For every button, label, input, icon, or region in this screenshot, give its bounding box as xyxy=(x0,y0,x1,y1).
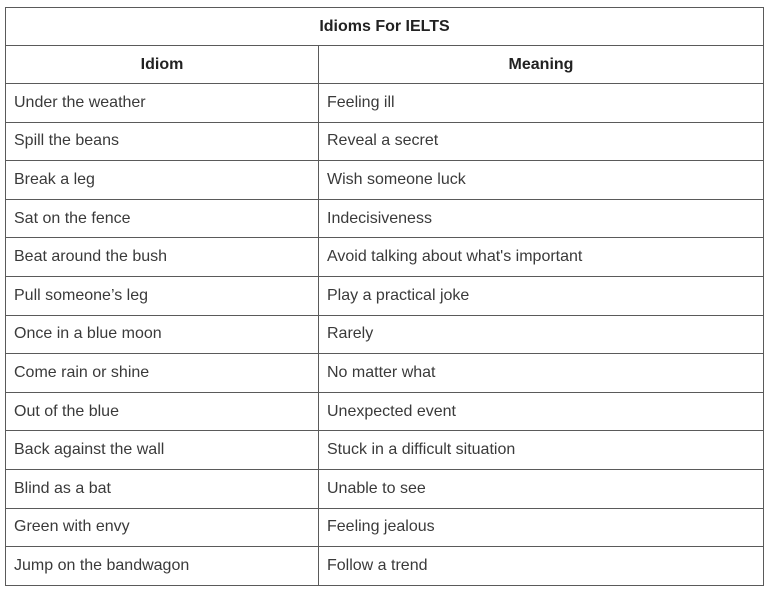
column-header-idiom: Idiom xyxy=(6,46,319,84)
idiom-cell: Back against the wall xyxy=(6,431,319,470)
idiom-cell: Jump on the bandwagon xyxy=(6,547,319,586)
column-header-meaning: Meaning xyxy=(319,46,764,84)
idiom-cell: Pull someone’s leg xyxy=(6,276,319,315)
meaning-cell: Wish someone luck xyxy=(319,161,764,200)
table-title: Idioms For IELTS xyxy=(6,8,764,46)
table-row xyxy=(6,199,764,238)
idiom-cell: Under the weather xyxy=(6,84,319,123)
meaning-cell: Feeling jealous xyxy=(319,508,764,547)
idioms-table xyxy=(5,7,764,586)
table-row xyxy=(6,315,764,354)
meaning-cell: Stuck in a difficult situation xyxy=(319,431,764,470)
idiom-cell: Green with envy xyxy=(6,508,319,547)
table-row xyxy=(6,431,764,470)
table-row xyxy=(6,354,764,393)
idiom-cell: Break a leg xyxy=(6,161,319,200)
idiom-cell: Beat around the bush xyxy=(6,238,319,277)
meaning-cell: Rarely xyxy=(319,315,764,354)
table-row xyxy=(6,547,764,586)
meaning-cell: Feeling ill xyxy=(319,84,764,123)
idiom-cell: Once in a blue moon xyxy=(6,315,319,354)
table-row xyxy=(6,469,764,508)
table-row xyxy=(6,276,764,315)
table-row xyxy=(6,84,764,123)
meaning-cell: Avoid talking about what's important xyxy=(319,238,764,277)
meaning-cell: Play a practical joke xyxy=(319,276,764,315)
idiom-cell: Spill the beans xyxy=(6,122,319,161)
meaning-cell: No matter what xyxy=(319,354,764,393)
table-row xyxy=(6,508,764,547)
idiom-cell: Out of the blue xyxy=(6,392,319,431)
table-title-row xyxy=(6,8,764,46)
table-header-row xyxy=(6,46,764,84)
meaning-cell: Unable to see xyxy=(319,469,764,508)
table-row xyxy=(6,122,764,161)
table-row xyxy=(6,238,764,277)
idiom-cell: Come rain or shine xyxy=(6,354,319,393)
idiom-cell: Sat on the fence xyxy=(6,199,319,238)
meaning-cell: Follow a trend xyxy=(319,547,764,586)
meaning-cell: Reveal a secret xyxy=(319,122,764,161)
table-row xyxy=(6,161,764,200)
table-row xyxy=(6,392,764,431)
meaning-cell: Unexpected event xyxy=(319,392,764,431)
idiom-cell: Blind as a bat xyxy=(6,469,319,508)
meaning-cell: Indecisiveness xyxy=(319,199,764,238)
